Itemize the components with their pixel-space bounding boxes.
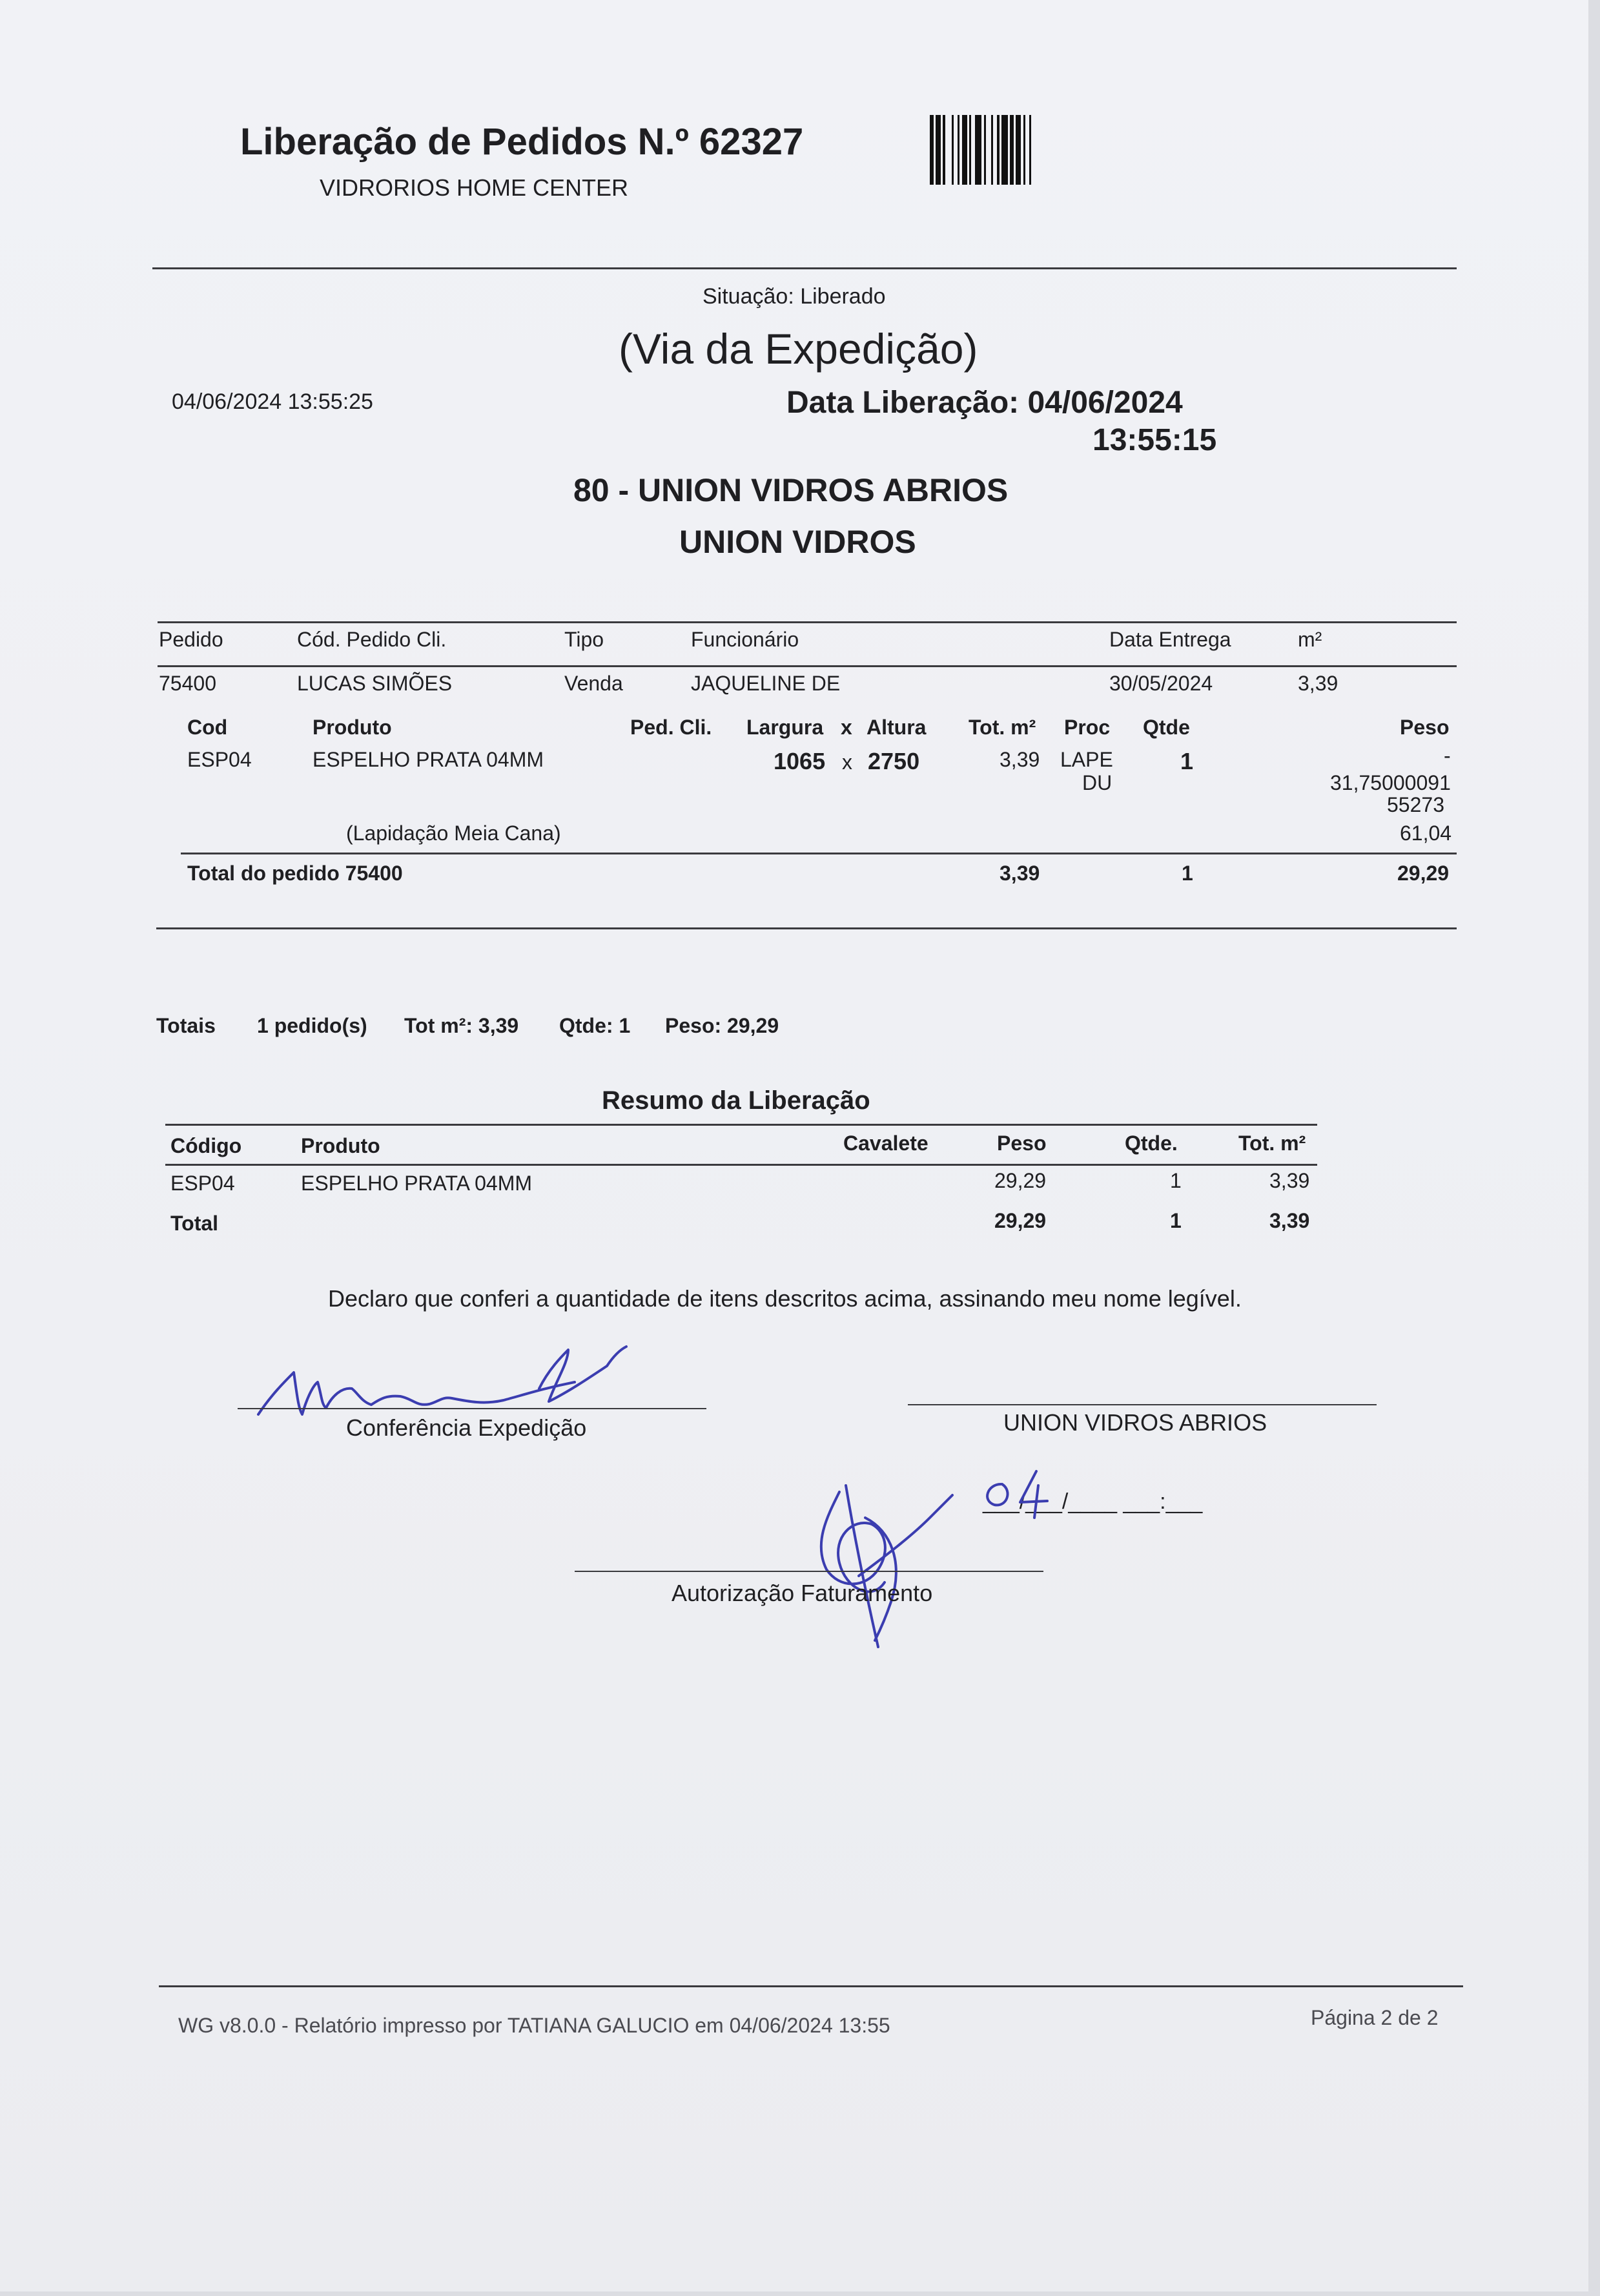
print-timestamp: 04/06/2024 13:55:25 bbox=[172, 389, 373, 414]
resumo-col-codigo: Código bbox=[170, 1134, 242, 1157]
barcode-bar bbox=[975, 115, 981, 185]
totals-pedidos: 1 pedido(s) bbox=[257, 1014, 367, 1037]
barcode-bar bbox=[1029, 115, 1031, 185]
barcode-bar bbox=[1023, 115, 1025, 185]
footer-line bbox=[159, 1985, 1463, 1987]
totals-qtde: Qtde: 1 bbox=[559, 1014, 631, 1037]
order-total-qtde: 1 bbox=[1182, 862, 1193, 885]
totals-tot-m2: Tot m²: 3,39 bbox=[404, 1014, 519, 1037]
resumo-col-tot-m2: Tot. m² bbox=[1238, 1132, 1306, 1155]
resumo-top-line bbox=[165, 1124, 1317, 1126]
conferencia-line bbox=[238, 1408, 706, 1409]
order-data-entrega: 30/05/2024 bbox=[1109, 672, 1213, 695]
order-pedido: 75400 bbox=[159, 672, 216, 695]
client-signature-label: UNION VIDROS ABRIOS bbox=[1003, 1409, 1267, 1436]
resumo-total-qtde: 1 bbox=[1170, 1209, 1182, 1232]
barcode-bar bbox=[962, 115, 967, 185]
resumo-title: Resumo da Liberação bbox=[602, 1086, 870, 1115]
col-produto: Produto bbox=[313, 716, 392, 739]
barcode-bar bbox=[1001, 115, 1008, 185]
barcode-bar bbox=[1010, 115, 1014, 185]
col-m2: m² bbox=[1298, 628, 1322, 651]
item-produto: ESPELHO PRATA 04MM bbox=[313, 748, 544, 771]
order-m2: 3,39 bbox=[1298, 672, 1338, 695]
barcode-bar bbox=[930, 115, 934, 185]
resumo-col-qtde: Qtde. bbox=[1125, 1132, 1178, 1155]
client-signature-line bbox=[908, 1404, 1377, 1405]
item-peso-line3: 61,04 bbox=[1400, 822, 1452, 845]
data-liberacao bbox=[786, 385, 1183, 420]
resumo-header-line bbox=[165, 1164, 1317, 1166]
barcode-bar bbox=[997, 115, 1000, 185]
col-pedido: Pedido bbox=[159, 628, 223, 651]
col-cod-pedido-cli: Cód. Pedido Cli. bbox=[297, 628, 447, 651]
order-table-header-line bbox=[158, 665, 1457, 667]
autorizacao-label: Autorização Faturamento bbox=[672, 1580, 933, 1606]
company-name: VIDRORIOS HOME CENTER bbox=[320, 174, 629, 201]
barcode-bar bbox=[936, 115, 941, 185]
col-data-entrega: Data Entrega bbox=[1109, 628, 1231, 651]
data-liberacao-label: Data Liberação: bbox=[786, 386, 1020, 420]
handwritten-day bbox=[975, 1465, 1065, 1523]
col-x: x bbox=[841, 716, 852, 739]
barcode-bar bbox=[1016, 115, 1021, 185]
col-peso: Peso bbox=[1400, 716, 1450, 739]
item-tot-m2: 3,39 bbox=[1000, 748, 1040, 771]
barcode bbox=[930, 115, 1157, 185]
col-funcionario: Funcionário bbox=[691, 628, 799, 651]
conferencia-label: Conferência Expedição bbox=[346, 1414, 587, 1441]
barcode-bar bbox=[969, 115, 971, 185]
resumo-tot-m2: 3,39 bbox=[1269, 1169, 1310, 1192]
barcode-bar bbox=[991, 115, 993, 185]
resumo-total-label: Total bbox=[170, 1212, 219, 1235]
item-peso-line2: 55273 bbox=[1387, 793, 1444, 816]
item-x: x bbox=[842, 750, 852, 774]
page-number: Página 2 de 2 bbox=[1311, 2006, 1439, 2029]
client-short-name: UNION VIDROS bbox=[679, 524, 916, 560]
item-proc-line1: LAPE bbox=[1060, 748, 1113, 771]
declaration-text: Declaro que conferi a quantidade de itens descritos acima, assinando meu nome legível. bbox=[328, 1285, 1242, 1312]
items-total-line bbox=[181, 853, 1457, 854]
barcode-bar bbox=[952, 115, 954, 185]
footer-print-info: WG v8.0.0 - Relatório impresso por TATIANA GALUCIO em 04/06/2024 13:55 bbox=[178, 2014, 890, 2037]
item-peso-line1: 31,75000091 bbox=[1330, 771, 1451, 794]
item-altura: 2750 bbox=[868, 748, 920, 774]
autorizacao-line bbox=[575, 1571, 1043, 1572]
resumo-col-produto: Produto bbox=[301, 1134, 380, 1157]
col-altura: Altura bbox=[867, 716, 927, 739]
item-peso-dash: - bbox=[1444, 744, 1451, 767]
totals-peso: Peso: 29,29 bbox=[665, 1014, 779, 1037]
barcode-bar bbox=[958, 115, 959, 185]
via-title: (Via da Expedição) bbox=[619, 325, 978, 373]
resumo-col-cavalete: Cavalete bbox=[843, 1132, 928, 1155]
client-name: 80 - UNION VIDROS ABRIOS bbox=[573, 472, 1009, 508]
situacao-label: Situação: Liberado bbox=[703, 284, 886, 309]
order-cod-pedido-cli: LUCAS SIMÕES bbox=[297, 672, 453, 695]
order-tipo: Venda bbox=[564, 672, 623, 695]
order-total-m2: 3,39 bbox=[1000, 862, 1040, 885]
document-title: Liberação de Pedidos N.º 62327 bbox=[240, 121, 804, 163]
item-note: (Lapidação Meia Cana) bbox=[346, 822, 561, 845]
order-section-end-line bbox=[156, 927, 1457, 929]
resumo-produto: ESPELHO PRATA 04MM bbox=[301, 1172, 533, 1195]
col-tipo: Tipo bbox=[564, 628, 604, 651]
order-funcionario: JAQUELINE DE bbox=[691, 672, 841, 695]
resumo-peso: 29,29 bbox=[994, 1169, 1047, 1192]
date-blank: ___/___/____ ___:___ bbox=[983, 1489, 1203, 1514]
data-liberacao-date: 04/06/2024 bbox=[1027, 386, 1183, 420]
col-largura: Largura bbox=[746, 716, 824, 739]
col-qtde: Qtde bbox=[1143, 716, 1190, 739]
header-divider bbox=[152, 267, 1457, 269]
barcode-bar bbox=[984, 115, 986, 185]
item-qtde: 1 bbox=[1180, 748, 1194, 774]
data-liberacao-time: 13:55:15 bbox=[1092, 423, 1217, 457]
resumo-total-tot-m2: 3,39 bbox=[1269, 1209, 1310, 1232]
resumo-total-peso: 29,29 bbox=[994, 1209, 1047, 1232]
col-tot-m2: Tot. m² bbox=[969, 716, 1036, 739]
item-proc-line2: DU bbox=[1082, 771, 1113, 794]
col-ped-cli: Ped. Cli. bbox=[630, 716, 712, 739]
autorizacao-signature bbox=[801, 1479, 956, 1653]
col-proc: Proc bbox=[1064, 716, 1111, 739]
item-largura: 1065 bbox=[774, 748, 826, 774]
resumo-col-peso: Peso bbox=[997, 1132, 1047, 1155]
item-cod: ESP04 bbox=[187, 748, 252, 771]
resumo-qtde: 1 bbox=[1170, 1169, 1182, 1192]
totals-label: Totais bbox=[156, 1014, 216, 1037]
barcode-bar bbox=[943, 115, 945, 185]
col-cod: Cod bbox=[187, 716, 228, 739]
order-total-label: Total do pedido 75400 bbox=[187, 862, 403, 885]
resumo-codigo: ESP04 bbox=[170, 1172, 235, 1195]
order-total-peso: 29,29 bbox=[1397, 862, 1450, 885]
order-table-top-line bbox=[158, 621, 1457, 623]
